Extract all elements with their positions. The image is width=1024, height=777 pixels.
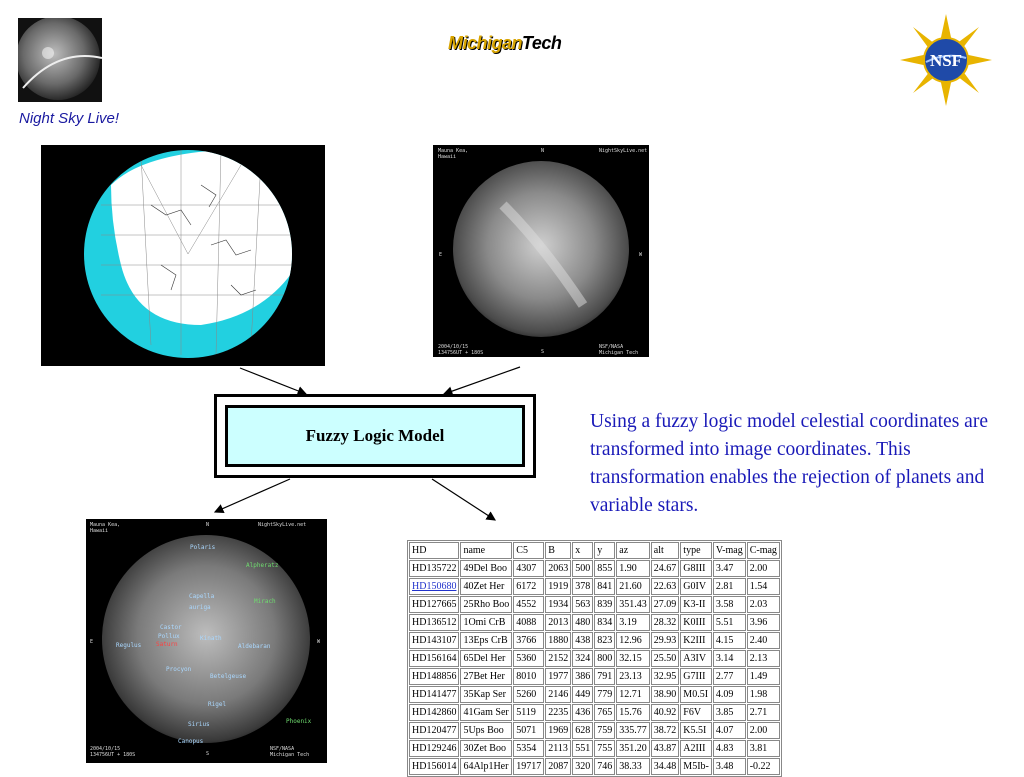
table-cell: 40Zet Her: [460, 578, 512, 595]
column-header-y: y: [594, 542, 615, 559]
table-cell: 5354: [513, 740, 544, 757]
table-cell: 2087: [545, 758, 571, 775]
table-cell: 351.43: [616, 596, 650, 613]
table-cell: 2.40: [747, 632, 780, 649]
table-cell: HD156014: [409, 758, 459, 775]
table-cell: HD120477: [409, 722, 459, 739]
table-cell: 746: [594, 758, 615, 775]
table-cell: 5360: [513, 650, 544, 667]
table-cell: G8III: [680, 560, 712, 577]
table-cell: 765: [594, 704, 615, 721]
star-label-betelgeuse: Betelgeuse: [210, 673, 247, 680]
table-cell: 2013: [545, 614, 571, 631]
table-cell: 438: [572, 632, 593, 649]
table-cell: 25.50: [651, 650, 680, 667]
table-cell: 449: [572, 686, 593, 703]
star-label-canopus: Canopus: [178, 738, 204, 745]
table-cell: 19717: [513, 758, 544, 775]
allsky-south-marker: S: [541, 349, 545, 355]
table-cell: HD136512: [409, 614, 459, 631]
labeled-south-marker: S: [206, 751, 210, 757]
table-cell: 480: [572, 614, 593, 631]
table-cell: 34.48: [651, 758, 680, 775]
table-cell: HD156164: [409, 650, 459, 667]
allsky-north-marker: N: [541, 148, 545, 154]
table-row: [409, 704, 780, 721]
table-cell: 5260: [513, 686, 544, 703]
table-cell: 8010: [513, 668, 544, 685]
table-cell: 1934: [545, 596, 571, 613]
allsky-east-marker: E: [439, 252, 443, 258]
table-cell: HD127665: [409, 596, 459, 613]
table-cell: 823: [594, 632, 615, 649]
table-cell: 855: [594, 560, 615, 577]
table-cell: 29.93: [651, 632, 680, 649]
night-sky-live-label[interactable]: Night Sky Live!: [19, 110, 120, 127]
table-cell: 27.09: [651, 596, 680, 613]
table-cell: 3.14: [713, 650, 746, 667]
table-cell: 5.51: [713, 614, 746, 631]
table-cell: 1.98: [747, 686, 780, 703]
table-cell: 4552: [513, 596, 544, 613]
table-cell: 1977: [545, 668, 571, 685]
table-cell: 12.96: [616, 632, 650, 649]
table-row: [409, 686, 780, 703]
allsky-location-caption: Mauna Kea, Hawaii: [438, 148, 469, 160]
table-cell: 551: [572, 740, 593, 757]
table-cell: 23.13: [616, 668, 650, 685]
column-header-x: x: [572, 542, 593, 559]
table-cell: 791: [594, 668, 615, 685]
table-cell: 834: [594, 614, 615, 631]
table-cell: 49Del Boo: [460, 560, 512, 577]
labeled-site-caption: NightSkyLive.net: [258, 522, 307, 528]
labeled-location-caption: Mauna Kea, Hawaii: [90, 522, 121, 534]
labeled-allsky-image: [86, 519, 327, 763]
table-cell: 2.71: [747, 704, 780, 721]
column-header-name: name: [460, 542, 512, 559]
table-cell: 43.87: [651, 740, 680, 757]
table-cell: 2152: [545, 650, 571, 667]
table-cell: 22.63: [651, 578, 680, 595]
labeled-credit-caption: NSF/NASA Michigan Tech: [270, 746, 310, 758]
table-cell: 3.47: [713, 560, 746, 577]
column-header-alt: alt: [651, 542, 680, 559]
table-row: [409, 722, 780, 739]
table-cell: G0IV: [680, 578, 712, 595]
allsky-sky-disk: [433, 145, 649, 357]
hd-link[interactable]: HD150680: [412, 581, 457, 592]
column-header-c5: C5: [513, 542, 544, 559]
table-cell: 4307: [513, 560, 544, 577]
star-label-saturn: Saturn: [156, 641, 178, 648]
fuzzy-logic-model-box: [214, 394, 536, 478]
table-cell: 2.03: [747, 596, 780, 613]
michigan-tech-logo: [448, 33, 561, 54]
table-cell: 1969: [545, 722, 571, 739]
column-header-type: type: [680, 542, 712, 559]
table-cell: 436: [572, 704, 593, 721]
description-text: Using a fuzzy logic model celestial coordinates are transformed into image coordinates. This transformation enables the rejection of planets and variable stars.: [590, 411, 988, 516]
table-cell: 2146: [545, 686, 571, 703]
table-cell: 2.81: [713, 578, 746, 595]
star-label-rigel: Rigel: [208, 701, 227, 708]
star-label-alpheratz: Alpheratz: [246, 562, 279, 569]
star-label-capella: Capella: [189, 593, 215, 600]
allsky-west-marker: W: [639, 252, 643, 258]
table-cell: 2.77: [713, 668, 746, 685]
table-header-row: [409, 542, 780, 559]
column-header-c-mag: C-mag: [747, 542, 780, 559]
table-cell: 4.83: [713, 740, 746, 757]
table-cell: HD141477: [409, 686, 459, 703]
table-cell: K2III: [680, 632, 712, 649]
star-label-castor: Castor: [160, 624, 182, 631]
night-sky-live-logo-image[interactable]: [18, 18, 102, 102]
star-label-polaris: Polaris: [190, 544, 216, 551]
table-cell: K3-II: [680, 596, 712, 613]
table-row: [409, 632, 780, 649]
star-label-sirius: Sirius: [188, 721, 210, 728]
table-cell: 5Ups Boo: [460, 722, 512, 739]
table-cell: G7III: [680, 668, 712, 685]
table-cell: 27Bet Her: [460, 668, 512, 685]
table-row: [409, 758, 780, 775]
table-cell: 6172: [513, 578, 544, 595]
table-cell: 1.54: [747, 578, 780, 595]
table-cell: 30Zet Boo: [460, 740, 512, 757]
table-cell: M5Ib-: [680, 758, 712, 775]
table-cell: 2063: [545, 560, 571, 577]
table-cell: 839: [594, 596, 615, 613]
table-cell: 3.81: [747, 740, 780, 757]
star-label-phoenix: Phoenix: [286, 718, 312, 725]
star-label-mirach: Mirach: [254, 598, 276, 605]
table-row: [409, 578, 780, 595]
allsky-timestamp-caption: 2004/10/15 134756UT + 180S: [438, 344, 484, 356]
table-cell: 3.19: [616, 614, 650, 631]
table-cell: 3766: [513, 632, 544, 649]
table-cell: 32.15: [616, 650, 650, 667]
labeled-north-marker: N: [206, 522, 210, 528]
table-cell: 2.00: [747, 722, 780, 739]
column-header-v-mag: V-mag: [713, 542, 746, 559]
nsf-logo-text: NSF: [929, 51, 963, 70]
table-cell: 15.76: [616, 704, 650, 721]
star-label-procyon: Procyon: [166, 666, 192, 673]
table-cell: 759: [594, 722, 615, 739]
star-chart-projection: [41, 145, 325, 366]
table-cell: 2113: [545, 740, 571, 757]
table-cell: 755: [594, 740, 615, 757]
table-cell: 563: [572, 596, 593, 613]
michigan-tech-logo-part1: Michigan: [448, 33, 523, 53]
table-cell: 64Alp1Her: [460, 758, 512, 775]
table-cell: 841: [594, 578, 615, 595]
table-cell: 3.85: [713, 704, 746, 721]
table-row: [409, 596, 780, 613]
table-cell: 378: [572, 578, 593, 595]
table-cell: 779: [594, 686, 615, 703]
table-cell: 4088: [513, 614, 544, 631]
allsky-credit-caption: NSF/NASA Michigan Tech: [599, 344, 639, 356]
table-cell: HD129246: [409, 740, 459, 757]
star-label-regulus: Regulus: [116, 642, 142, 649]
star-label-aldebaran: Aldebaran: [238, 643, 271, 650]
table-cell: 628: [572, 722, 593, 739]
table-cell: 38.33: [616, 758, 650, 775]
table-cell: 12.71: [616, 686, 650, 703]
column-header-az: az: [616, 542, 650, 559]
table-cell: 35Kap Ser: [460, 686, 512, 703]
table-cell: 1.90: [616, 560, 650, 577]
table-row: [409, 560, 780, 577]
table-cell: 40.92: [651, 704, 680, 721]
table-cell: K5.5I: [680, 722, 712, 739]
table-cell: 13Eps CrB: [460, 632, 512, 649]
table-cell: 2.00: [747, 560, 780, 577]
table-cell: HD135722: [409, 560, 459, 577]
table-cell: 28.32: [651, 614, 680, 631]
table-cell: 800: [594, 650, 615, 667]
table-cell: HD142860: [409, 704, 459, 721]
table-cell: 1Omi CrB: [460, 614, 512, 631]
allsky-site-caption: NightSkyLive.net: [599, 148, 648, 154]
table-row: [409, 650, 780, 667]
table-cell: A3IV: [680, 650, 712, 667]
labeled-timestamp-caption: 2004/10/15 134756UT + 180S: [90, 746, 136, 758]
star-label-pollux: Pollux: [158, 633, 180, 640]
table-cell: A2III: [680, 740, 712, 757]
table-cell: 500: [572, 560, 593, 577]
table-row: [409, 740, 780, 757]
labeled-west-marker: W: [317, 639, 321, 645]
table-cell: 5071: [513, 722, 544, 739]
michigan-tech-logo-part2: Tech: [522, 33, 562, 53]
fuzzy-logic-model-inner: [225, 405, 525, 467]
column-header-b: B: [545, 542, 571, 559]
table-cell: 65Del Her: [460, 650, 512, 667]
table-cell: 351.20: [616, 740, 650, 757]
table-cell: 1880: [545, 632, 571, 649]
table-cell: F6V: [680, 704, 712, 721]
table-cell: 24.67: [651, 560, 680, 577]
star-label-auriga: auriga: [189, 604, 211, 611]
table-row: [409, 668, 780, 685]
table-cell: K0III: [680, 614, 712, 631]
table-cell: 2235: [545, 704, 571, 721]
table-body: [409, 560, 780, 775]
table-cell: M0.5I: [680, 686, 712, 703]
fuzzy-logic-model-title: Fuzzy Logic Model: [305, 426, 445, 445]
table-cell: 1919: [545, 578, 571, 595]
table-cell: 38.72: [651, 722, 680, 739]
table-cell: HD148856: [409, 668, 459, 685]
table-cell: 38.90: [651, 686, 680, 703]
table-cell: 21.60: [616, 578, 650, 595]
nsf-logo: [898, 12, 994, 108]
table-cell: 3.58: [713, 596, 746, 613]
allsky-camera-image: [433, 145, 649, 357]
column-header-hd: HD: [409, 542, 459, 559]
table-cell: 1.49: [747, 668, 780, 685]
table-cell: 320: [572, 758, 593, 775]
table-cell: -0.22: [747, 758, 780, 775]
table-cell: 25Rho Boo: [460, 596, 512, 613]
table-cell: 32.95: [651, 668, 680, 685]
table-cell: 3.48: [713, 758, 746, 775]
table-cell: 41Gam Ser: [460, 704, 512, 721]
table-cell: 4.07: [713, 722, 746, 739]
table-cell: HD143107: [409, 632, 459, 649]
table-cell: 335.77: [616, 722, 650, 739]
labeled-east-marker: E: [90, 639, 94, 645]
table-cell: [409, 578, 459, 595]
table-cell: 324: [572, 650, 593, 667]
star-catalog-table: [407, 540, 782, 777]
table-cell: 386: [572, 668, 593, 685]
table-row: [409, 614, 780, 631]
star-label-kinath: Kinath: [200, 635, 222, 642]
table-cell: 4.15: [713, 632, 746, 649]
table-cell: 3.96: [747, 614, 780, 631]
table-cell: 2.13: [747, 650, 780, 667]
table-cell: 4.09: [713, 686, 746, 703]
table-cell: 5119: [513, 704, 544, 721]
